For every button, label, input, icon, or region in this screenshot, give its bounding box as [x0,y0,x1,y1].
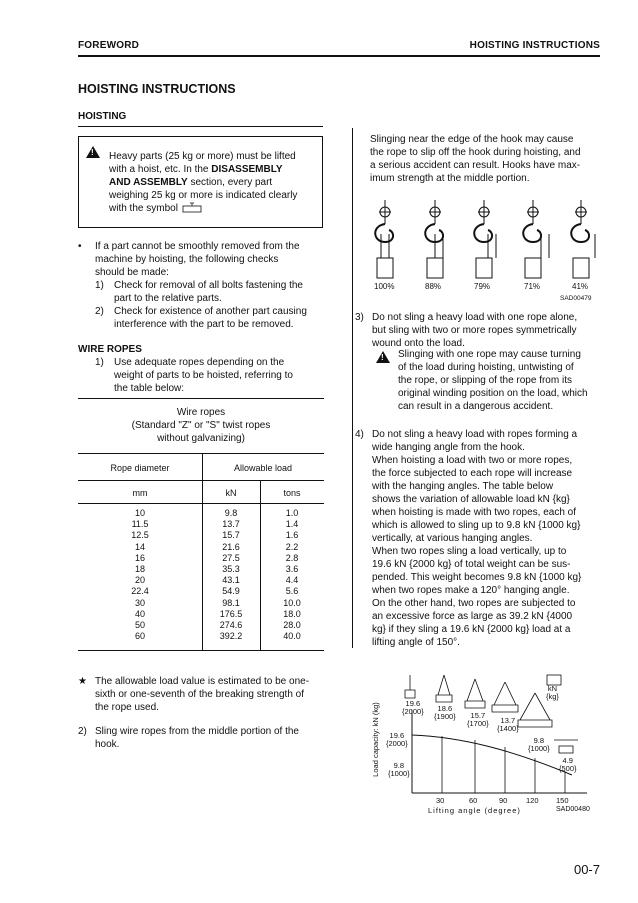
load-label-1: 19.6 {2000} [402,699,424,716]
table-cell: 18 [134,564,145,575]
item-4-num: 4) [355,429,364,440]
x-tick-120: 120 [526,796,539,805]
table-cell: 21.6 [222,541,240,552]
table-cell: 30 [134,597,145,608]
star-icon: ★ [78,676,87,687]
load-label-2: 18.6 {1900} [434,704,456,721]
table-cell: 274.6 [219,620,243,631]
unit-mm: mm [132,488,148,498]
item-3-num: 3) [355,312,364,323]
y-axis-label: Load capacity: kN (kg) [370,702,380,777]
warning-line-2: with a hoist, etc. In the DISASSEMBLY [109,164,283,175]
item-3-warning-text: Slinging with one rope may cause turning of the load during hoisting, untwisting of the rope, or slipping of the rope from its original winding position on the load, which can result in a dangerous accident. [398,349,588,412]
table-cell: 1.6 [285,530,299,541]
unit-kn: kN [225,488,237,498]
item-3-text: Do not sling a heavy load with one rope alone, but sling with two or more ropes symmetrically wound onto the load. [372,312,578,349]
header-rule [78,55,600,57]
table-cell: 50 [134,620,145,631]
table-cell: 18.0 [283,608,301,619]
hook-icon [571,200,600,278]
hook-percent-3: 79% [474,282,491,291]
table-cell: 43.1 [222,575,240,586]
table-cell: 4.4 [285,575,299,586]
check-item-1-text: Check for removal of all bolts fastening the part to the relative parts. [114,280,303,304]
x-tick-90: 90 [499,796,508,805]
header-right: HOISTING INSTRUCTIONS [469,40,600,51]
bullet-text: If a part cannot be smoothly removed from the machine by hoisting, the following checks should be made: [95,241,300,278]
item-4-line: When two ropes sling a load vertically, up to [372,546,567,557]
hook-percent-row [360,282,600,294]
wire-ropes-heading: WIRE ROPES [78,344,142,355]
item-4-line: When hoisting a load with two or more ropes, [372,455,573,466]
hook-percent-1: 100% [374,282,395,291]
hook-figure-code: SAD00479 [560,295,592,302]
item-4-line: the force subjected to each rope will increase [372,468,573,479]
hook-icon [474,200,496,278]
item-4-line: 19.6 kN {2000 kg} of total weight can be sus- [372,559,571,570]
table-cell: 27.5 [222,552,240,563]
load-label-5: 9.8 {1000} [528,736,550,753]
item-4-line: Do not sling a heavy load with ropes forming a [372,429,578,440]
warning-line-5: with the symbol [109,202,309,215]
hook-percent-5: 41% [572,282,589,291]
item-4-text [372,428,600,649]
x-tick-30: 30 [436,796,445,805]
item-2-num: 2) [78,726,87,737]
table-cell: 10.0 [283,597,301,608]
item-2-text: Sling wire ropes from the middle portion of the hook. [95,726,299,750]
load-label-6: 4.9 {500} [559,756,577,773]
table-cell: 5.6 [285,586,299,597]
table-cell: 176.5 [219,608,243,619]
table-cell: 12.5 [131,530,149,541]
angle-figure-labels [372,665,604,825]
column-tons-values [260,508,324,642]
x-axis-label: Lifting angle (degree) [428,806,521,815]
page-number: 00-7 [573,862,600,877]
item-4-line: pended. This weight becomes 9.8 kN {1000 kg} [372,572,582,583]
table-cell: 15.7 [222,530,240,541]
table-cell: 13.7 [222,519,240,530]
load-label-3: 15.7 {1700} [467,711,489,728]
y-tick-2: 9.8 {1000} [388,761,410,778]
table-cell: 14 [134,541,145,552]
item-4-line: kg} if they sling a 19.6 kN {2000 kg} load at a [372,624,571,635]
col-rope-diameter: Rope diameter [110,463,170,473]
table-cell: 2.8 [285,552,299,563]
item-4-line: shows the variation of allowable load kN {kg} [372,494,570,505]
table-cell: 392.2 [219,631,243,642]
warning-icon-2 [376,351,390,363]
table-cell: 20 [134,575,145,586]
table-cell: 28.0 [283,620,301,631]
item-4-line: when two ropes make a 120° hanging angle. [372,585,570,596]
subsection-rule [78,126,323,127]
heavy-part-symbol-icon [181,202,203,213]
hook-percent-2: 88% [425,282,442,291]
warning-line-4: weighing 25 kg or more is indicated clearly [109,190,298,201]
warning-line-1: Heavy parts (25 kg or more) must be lifted [109,151,296,162]
hook-icon [425,200,443,278]
table-cell: 2.2 [285,541,299,552]
x-tick-60: 60 [469,796,478,805]
column-divider [352,128,353,648]
table-cell: 9.8 [224,508,238,518]
header-left: FOREWORD [78,40,140,51]
column-kn-values [202,508,260,642]
table-cell: 16 [134,552,145,563]
column-mm-values [78,508,202,642]
item-4-line: On the other hand, two ropes are subjected to [372,598,576,609]
item-4-line: when hoisting is made with two ropes, each of [372,507,576,518]
wire-ropes-item-num: 1) [95,357,104,368]
table-cell: 22.4 [131,586,149,597]
right-intro-text: Slinging near the edge of the hook may cause the rope to slip off the hook during hoisting, and a serious accident can result. Hooks have max- imum strength at the middle portion. [370,134,581,184]
table-cell: 98.1 [222,597,240,608]
col-allowable-load: Allowable load [233,463,293,473]
item-4-line: vertically, at various hanging angles. [372,533,533,544]
y-tick-1: 19.6 {2000} [386,731,408,748]
check-item-2-num: 2) [95,306,104,317]
item-4-line: with the hanging angles. The table below [372,481,554,492]
table-cell: 10 [134,508,145,518]
table-cell: 3.6 [285,564,299,575]
bullet-mark: • [78,241,82,252]
warning-icon [86,146,100,158]
table-cell: 1.4 [285,519,299,530]
angle-figure-code: SAD00480 [556,806,590,813]
table-cell: 54.9 [222,586,240,597]
wire-ropes-item-text: Use adequate ropes depending on the weight of parts to be hoisted, referring to the table below: [114,357,293,394]
hook-icon [375,200,393,278]
table-caption: Wire ropes (Standard "Z" or "S" twist ropes without galvanizing) [131,407,271,444]
hook-percent-4: 71% [524,282,541,291]
check-item-1-num: 1) [95,280,104,291]
section-title: HOISTING INSTRUCTIONS [78,82,236,96]
item-4-line: an excessive force as large as 39.2 kN {4000 [372,611,573,622]
star-note-text: The allowable load value is estimated to be one- sixth or one-seventh of the breaking strength of the rope used. [95,676,310,713]
subsection-title: HOISTING [78,111,127,122]
check-item-2-text: Check for existence of another part causing interference with the part to be removed. [114,306,307,330]
item-4-line: lifting angle of 150°. [372,637,460,648]
unit-label: kN {kg} [546,684,559,701]
unit-tons: tons [283,488,301,498]
warning-box [78,136,323,228]
item-4-line: which is allowed to sling up to 9.8 kN {1000 kg} [372,520,581,531]
item-4-line: wide hanging angle from the hook. [372,442,525,453]
x-tick-150: 150 [556,796,569,805]
table-top-rule [78,398,324,399]
warning-line-3: AND ASSEMBLY section, every part [109,177,273,188]
table-cell: 1.0 [285,508,299,518]
table-cell: 60 [134,631,145,642]
hook-icon [523,200,549,278]
table-cell: 40 [134,608,145,619]
table-cell: 35.3 [222,564,240,575]
load-label-4: 13.7 {1400} [497,716,519,733]
table-cell: 40.0 [283,631,301,642]
table-cell: 11.5 [131,519,149,530]
